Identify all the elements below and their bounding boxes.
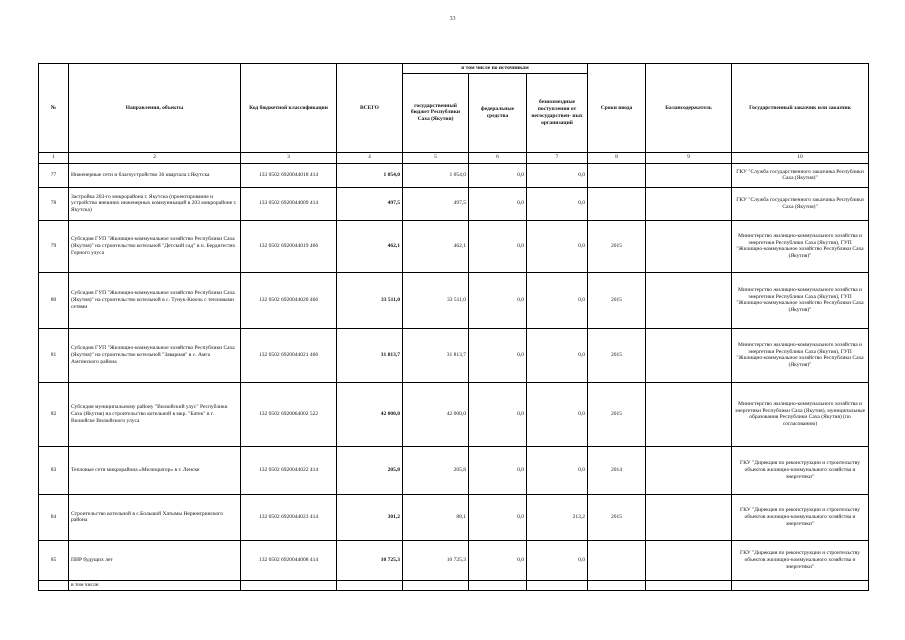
row-state-budget: 497,5 <box>403 187 469 220</box>
row-state-budget: 10 725,3 <box>403 540 469 580</box>
table-row <box>39 163 869 187</box>
row-direction: Застройка 203-го микрорайона г. Якутска (проектирование и устройство внешних инженерных коммуникаций в 203 микрорайоне г. Якутска) <box>69 187 241 220</box>
row-customer: Министерство жилищно-коммунального хозяйства и энергетики Республики Саха (Якутия), муниципальные образования Республики Саха (Якутия) (по согласованию) <box>732 382 869 446</box>
row-holder <box>646 382 732 446</box>
table-row <box>39 272 869 328</box>
header-sources-group: в том числе по источникам <box>403 64 588 74</box>
row-code: 132 0502 6920044023 414 <box>241 494 337 540</box>
row-direction: Субсидия ГУП "Жилищно-коммунальное хозяйство Республики Саха (Якутия)" на строительство котельной в с. Тунук-Кюель с тепловыми сетями <box>69 272 241 328</box>
row-grants <box>527 580 588 590</box>
row-code: 132 0502 6920044020 466 <box>241 272 337 328</box>
row-number: 85 <box>39 540 69 580</box>
row-customer: ГКУ "Дирекция по реконструкции и строительству объектов жилищно-коммунального хозяйства и энергетики" <box>732 540 869 580</box>
column-number: 3 <box>241 152 337 163</box>
table-row <box>39 494 869 540</box>
header-direction: Направления, объекты <box>69 64 241 153</box>
column-number: 2 <box>69 152 241 163</box>
row-number: 81 <box>39 328 69 382</box>
row-code: 132 0502 6920044008 414 <box>241 540 337 580</box>
column-numbers-row <box>39 152 869 163</box>
row-grants: 0,0 <box>527 540 588 580</box>
column-number: 5 <box>403 152 469 163</box>
row-total: 205,8 <box>337 446 403 494</box>
row-code: 133 0502 6920044009 414 <box>241 187 337 220</box>
row-direction: Инженерные сети и благоустройство 36 квартала г.Якутска <box>69 163 241 187</box>
row-number: 77 <box>39 163 69 187</box>
row-direction: Тепловые сети микрорайона «Мелиоратор» в г. Ленске <box>69 446 241 494</box>
row-federal: 0,0 <box>469 272 527 328</box>
row-number: 83 <box>39 446 69 494</box>
header-total: ВСЕГО <box>337 64 403 153</box>
row-total: 10 725,3 <box>337 540 403 580</box>
row-year <box>588 187 646 220</box>
row-number: 82 <box>39 382 69 446</box>
row-federal <box>469 580 527 590</box>
row-year <box>588 163 646 187</box>
header-holder: Балансодержатель <box>646 64 732 153</box>
row-customer: ГКУ "Дирекция по реконструкции и строительству объектов жилищно-коммунального хозяйства и энергетики" <box>732 446 869 494</box>
row-total: 33 511,0 <box>337 272 403 328</box>
header-grants: безвозмездные поступления от негосударствен- ных организаций <box>527 73 588 152</box>
column-number: 10 <box>732 152 869 163</box>
table-row <box>39 446 869 494</box>
row-year: 2015 <box>588 220 646 272</box>
column-number: 8 <box>588 152 646 163</box>
row-number: 79 <box>39 220 69 272</box>
header-no: № <box>39 64 69 153</box>
footer-label: в том числе: <box>69 580 241 590</box>
row-federal: 0,0 <box>469 163 527 187</box>
row-customer: ГКУ "Дирекция по реконструкции и строительству объектов жилищно-коммунального хозяйства и энергетики" <box>732 494 869 540</box>
row-direction: Субсидия муниципальному району "Вилюйский улус" Республики Саха (Якутия) на строительство котельной в мкр. "Батек" в г. Вилюйске Вилюйского улуса <box>69 382 241 446</box>
header-federal: федеральные средства <box>469 73 527 152</box>
row-year: 2015 <box>588 382 646 446</box>
row-holder <box>646 580 732 590</box>
column-number: 1 <box>39 152 69 163</box>
table-row <box>39 382 869 446</box>
row-federal: 0,0 <box>469 187 527 220</box>
table-row <box>39 580 869 590</box>
row-year: 2014 <box>588 446 646 494</box>
row-grants: 0,0 <box>527 220 588 272</box>
row-total: 462,1 <box>337 220 403 272</box>
row-year <box>588 580 646 590</box>
row-code: 132 0502 6920044021 466 <box>241 328 337 382</box>
row-federal: 0,0 <box>469 540 527 580</box>
row-holder <box>646 187 732 220</box>
row-total: 42 000,0 <box>337 382 403 446</box>
column-number: 7 <box>527 152 588 163</box>
row-total: 301,2 <box>337 494 403 540</box>
row-year <box>588 540 646 580</box>
row-state-budget: 1 054,0 <box>403 163 469 187</box>
row-customer: Министерство жилищно-коммунального хозяйства и энергетики Республики Саха (Якутия), ГУП "Жилищно-коммунальное хозяйство Республики Саха (Якутия)" <box>732 272 869 328</box>
row-state-budget: 42 000,0 <box>403 382 469 446</box>
header-year: Сроки ввода <box>588 64 646 153</box>
row-federal: 0,0 <box>469 446 527 494</box>
row-direction: Субсидия ГУП "Жилищно-коммунальное хозяйство Республики Саха (Якутия)" на строительство котельной "Детский сад" в п. Бердигестях Горного улуса <box>69 220 241 272</box>
row-code <box>241 580 337 590</box>
row-customer: Министерство жилищно-коммунального хозяйства и энергетики Республики Саха (Якутия), ГУП "Жилищно-коммунальное хозяйство Республики Саха (Якутия)" <box>732 328 869 382</box>
column-number: 9 <box>646 152 732 163</box>
row-total: 1 054,0 <box>337 163 403 187</box>
row-grants: 0,0 <box>527 446 588 494</box>
row-federal: 0,0 <box>469 494 527 540</box>
row-state-budget: 462,1 <box>403 220 469 272</box>
row-grants: 0,0 <box>527 272 588 328</box>
row-customer <box>732 580 869 590</box>
row-state-budget: 205,8 <box>403 446 469 494</box>
row-year: 2015 <box>588 272 646 328</box>
header-state-budget: государственный бюджет Республики Саха (Якутия) <box>403 73 469 152</box>
row-year: 2015 <box>588 328 646 382</box>
column-number: 6 <box>469 152 527 163</box>
row-grants: 0,0 <box>527 382 588 446</box>
row-code: 132 0502 6920064002 522 <box>241 382 337 446</box>
row-holder <box>646 446 732 494</box>
row-customer: Министерство жилищно-коммунального хозяйства и энергетики Республики Саха (Якутия), ГУП "Жилищно-коммунальное хозяйство Республики Саха (Якутия)" <box>732 220 869 272</box>
row-total: 31 813,7 <box>337 328 403 382</box>
row-state-budget: 31 813,7 <box>403 328 469 382</box>
row-state-budget: 88,1 <box>403 494 469 540</box>
row-holder <box>646 540 732 580</box>
row-grants: 0,0 <box>527 163 588 187</box>
column-number: 4 <box>337 152 403 163</box>
row-holder <box>646 163 732 187</box>
row-direction: Субсидия ГУП "Жилищно-коммунальное хозяйство Республики Саха (Якутия)" на строительство котельной "Заварная" в с. Амга Амгинского района <box>69 328 241 382</box>
row-holder <box>646 494 732 540</box>
row-number <box>39 580 69 590</box>
header-code: Код бюджетной классификации <box>241 64 337 153</box>
header-customer: Государственный заказчик или заказчик <box>732 64 869 153</box>
row-federal: 0,0 <box>469 328 527 382</box>
table-row <box>39 220 869 272</box>
row-federal: 0,0 <box>469 220 527 272</box>
row-state-budget <box>403 580 469 590</box>
row-code: 132 0502 6920044019 466 <box>241 220 337 272</box>
row-grants: 0,0 <box>527 328 588 382</box>
row-total <box>337 580 403 590</box>
row-code: 133 0502 6920044018 414 <box>241 163 337 187</box>
row-number: 80 <box>39 272 69 328</box>
investment-table <box>38 63 869 591</box>
row-direction: Строительство котельной в с.Большой Хатымы Нерюнгринского района <box>69 494 241 540</box>
row-state-budget: 33 511,0 <box>403 272 469 328</box>
row-total: 497,5 <box>337 187 403 220</box>
row-holder <box>646 272 732 328</box>
row-year: 2015 <box>588 494 646 540</box>
row-holder <box>646 220 732 272</box>
table-row <box>39 540 869 580</box>
row-customer: ГКУ "Служба государственного заказчика Республики Саха (Якутия)" <box>732 163 869 187</box>
page-number: 33 <box>449 16 456 22</box>
row-grants: 0,0 <box>527 187 588 220</box>
row-federal: 0,0 <box>469 382 527 446</box>
row-code: 132 0502 6920044022 414 <box>241 446 337 494</box>
table-row <box>39 187 869 220</box>
row-number: 78 <box>39 187 69 220</box>
row-grants: 213,2 <box>527 494 588 540</box>
table-row <box>39 328 869 382</box>
row-number: 84 <box>39 494 69 540</box>
row-holder <box>646 328 732 382</box>
row-direction: ПИР будущих лет <box>69 540 241 580</box>
row-customer: ГКУ "Служба государственного заказчика Республики Саха (Якутия)" <box>732 187 869 220</box>
